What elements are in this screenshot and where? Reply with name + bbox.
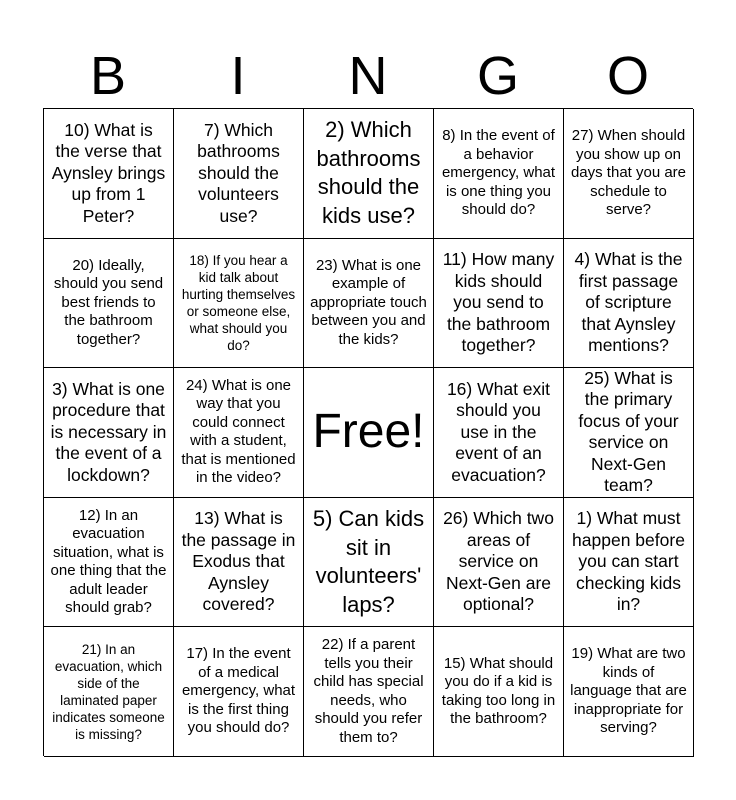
bingo-cell-r2c4[interactable] — [434, 239, 564, 369]
bingo-cell-r2c2[interactable] — [174, 239, 304, 369]
cell-text: 12) In an evacuation situation, what is one thing that the adult leader should grab? — [50, 506, 167, 617]
bingo-cell-r1c4[interactable] — [434, 109, 564, 239]
cell-text: 20) Ideally, should you send best friends to the bathroom together? — [53, 256, 164, 348]
cell-text: 11) How many kids should you send to the bathroom together? — [442, 249, 555, 356]
bingo-cell-r2c5[interactable] — [564, 239, 694, 369]
header-letter-i: I — [230, 46, 246, 106]
cell-text: 10) What is the verse that Aynsley brings up from 1 Peter? — [51, 119, 166, 226]
bingo-cell-r5c2[interactable] — [174, 627, 304, 757]
cell-text: 26) Which two areas of service on Next-Gen are optional? — [443, 508, 554, 615]
header-letter-n: N — [348, 46, 388, 106]
cell-text: 2) Which bathrooms should the kids use? — [316, 117, 421, 228]
free-space-label: Free! — [312, 405, 425, 459]
bingo-cell-r5c4[interactable] — [434, 627, 564, 757]
bingo-cell-r1c5[interactable] — [564, 109, 694, 239]
cell-text: 23) What is one example of appropriate touch between you and the kids? — [310, 256, 427, 348]
cell-text: 19) What are two kinds of language that are inappropriate for serving? — [570, 645, 687, 737]
bingo-cell-r4c5[interactable] — [564, 498, 694, 628]
bingo-cell-r4c2[interactable] — [174, 498, 304, 628]
cell-text: 8) In the event of a behavior emergency, what is one thing you should do? — [441, 127, 556, 219]
bingo-cell-r5c1[interactable] — [44, 627, 174, 757]
bingo-cell-r1c3[interactable] — [304, 109, 434, 239]
bingo-cell-r4c4[interactable] — [434, 498, 564, 628]
cell-text: 4) What is the first passage of scripture that Aynsley mentions? — [574, 249, 683, 356]
bingo-cell-r4c1[interactable] — [44, 498, 174, 628]
bingo-cell-r3c5[interactable] — [564, 368, 694, 498]
bingo-cell-r5c5[interactable] — [564, 627, 694, 757]
bingo-header — [43, 44, 693, 108]
cell-text: 15) What should you do if a kid is taking too long in the bathroom? — [441, 654, 556, 728]
bingo-cell-r1c2[interactable] — [174, 109, 304, 239]
header-letter-b: B — [89, 46, 127, 106]
header-letter-g: G — [476, 46, 519, 106]
cell-text: 22) If a parent tells you their child has special needs, who should you refer them to? — [313, 636, 424, 746]
cell-text: 13) What is the passage in Exodus that Aynsley covered? — [181, 508, 296, 615]
cell-text: 16) What exit should you use in the event of an evacuation? — [446, 378, 551, 485]
cell-text: 3) What is one procedure that is necessary in the event of a lockdown? — [50, 378, 167, 485]
bingo-cell-r3c2[interactable] — [174, 368, 304, 498]
bingo-cell-r3c1[interactable] — [44, 368, 174, 498]
bingo-cell-r2c3[interactable] — [304, 239, 434, 369]
cell-text: 25) What is the primary focus of your service on Next-Gen team? — [578, 368, 679, 496]
bingo-cell-r4c3[interactable] — [304, 498, 434, 628]
cell-text: 21) In an evacuation, which side of the laminated paper indicates someone is missing? — [52, 641, 165, 742]
cell-text: 1) What must happen before you can start checking kids in? — [572, 508, 685, 615]
cell-text: 7) Which bathrooms should the volunteers use? — [197, 119, 280, 226]
header-letter-o: O — [606, 46, 649, 106]
bingo-cell-r2c1[interactable] — [44, 239, 174, 369]
cell-text: 5) Can kids sit in volunteers' laps? — [312, 506, 425, 617]
cell-text: 18) If you hear a kid talk about hurting themselves or someone else, what should you do? — [181, 252, 296, 353]
bingo-cell-free[interactable] — [304, 368, 434, 498]
bingo-cell-r1c1[interactable] — [44, 109, 174, 239]
bingo-cell-r5c3[interactable] — [304, 627, 434, 757]
cell-text: 27) When should you show up on days that you are schedule to serve? — [570, 127, 687, 219]
cell-text: 24) What is one way that you could connect with a student, that is mentioned in the video? — [181, 376, 296, 487]
bingo-cell-r3c4[interactable] — [434, 368, 564, 498]
bingo-card — [43, 108, 693, 756]
cell-text: 17) In the event of a medical emergency, what is the first thing you should do? — [181, 645, 296, 737]
